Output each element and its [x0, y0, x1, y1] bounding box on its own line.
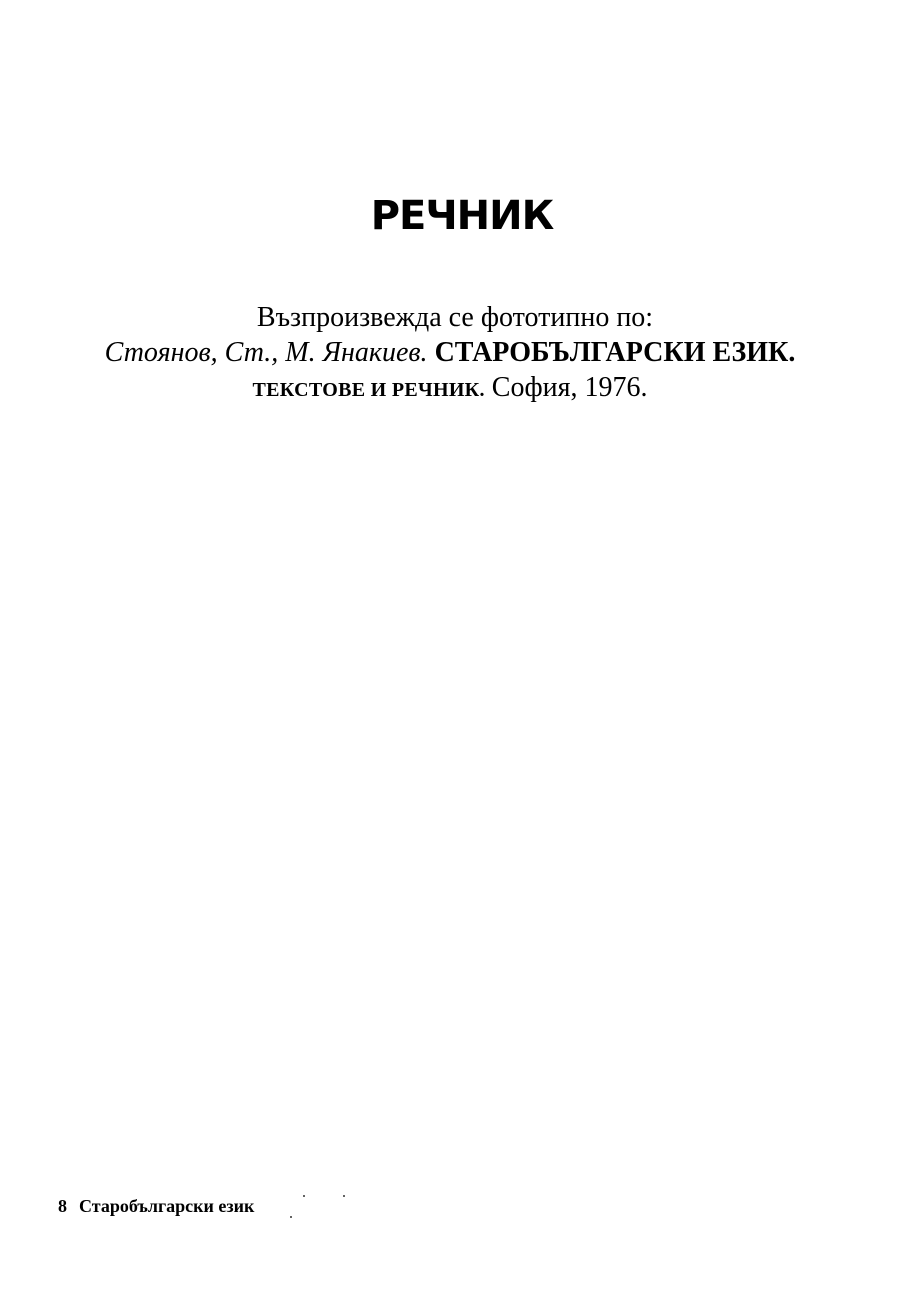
- page-number: 8: [58, 1196, 67, 1216]
- scan-speck: [290, 1216, 292, 1218]
- citation-line-2: [0, 370, 900, 408]
- citation-place-year: София, 1976.: [491, 372, 648, 403]
- reproduction-intro: Възпроизвежда се фототипно по:: [256, 302, 654, 333]
- citation-line: [0, 335, 900, 370]
- scan-speck: [343, 1195, 345, 1197]
- citation-book-title: СТАРОБЪЛГАРСКИ ЕЗИК.: [434, 337, 796, 368]
- running-title: Старобългарски език: [79, 1196, 255, 1216]
- citation-authors: Стоянов, Ст., М. Янакиев.: [104, 337, 428, 368]
- reproduction-note: [0, 300, 900, 408]
- citation-subtitle: ТЕКСТОВЕ И РЕЧНИК.: [252, 379, 485, 401]
- page-footer: [58, 1194, 254, 1218]
- scan-speck: [303, 1195, 305, 1197]
- page-title: РЕЧНИК: [370, 193, 554, 239]
